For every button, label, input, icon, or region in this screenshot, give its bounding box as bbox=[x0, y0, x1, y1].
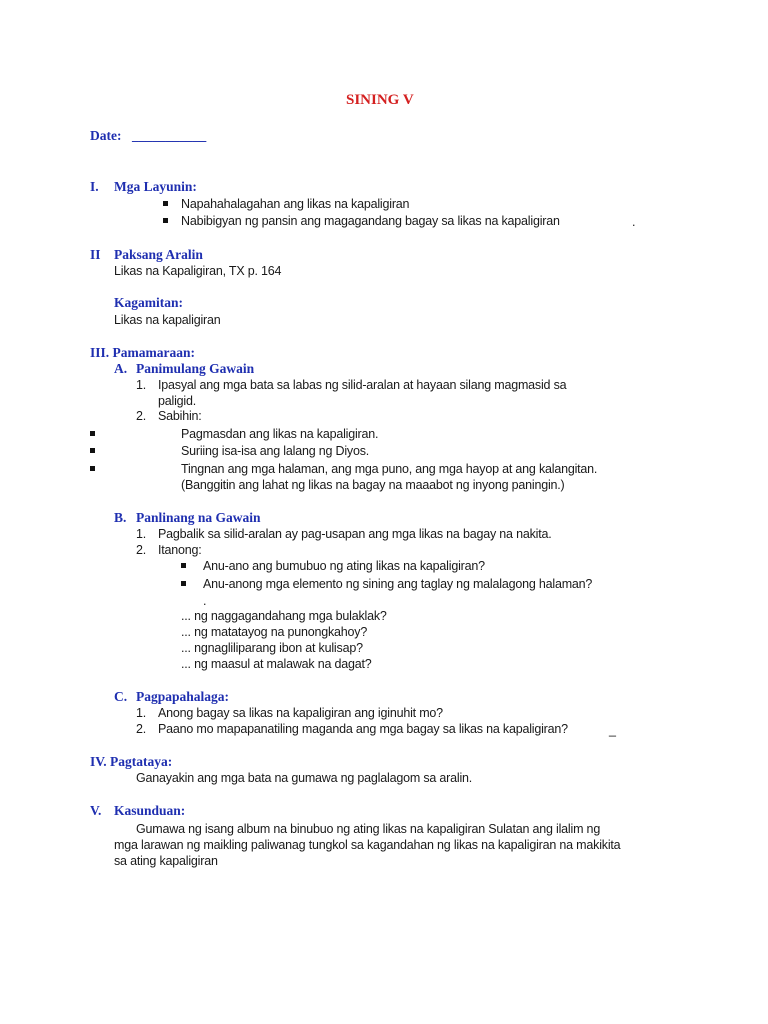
question-number: 1. bbox=[136, 706, 147, 720]
step-text: Itanong: bbox=[158, 543, 202, 557]
instruction-item: Suriing isa-isa ang lalang ng Diyos. bbox=[181, 444, 370, 458]
bullet-icon bbox=[90, 466, 95, 471]
instruction-item: Pagmasdan ang likas na kapaligiran. bbox=[181, 427, 379, 441]
bullet-icon bbox=[90, 448, 95, 453]
subsection-c-heading: Pagpapahalaga: bbox=[136, 689, 230, 704]
date-label: Date: bbox=[90, 128, 122, 143]
topic-text: Likas na Kapaligiran, TX p. 164 bbox=[114, 264, 282, 278]
bullet-icon bbox=[163, 218, 168, 223]
bullet-icon bbox=[163, 201, 168, 206]
assignment-line: Gumawa ng isang album na binubuo ng ating likas na kapaligiran Sulatan ang ilalim ng bbox=[136, 822, 601, 836]
kagamitan-heading: Kagamitan: bbox=[114, 295, 183, 310]
bullet-icon bbox=[90, 431, 95, 436]
section-2-heading: Paksang Aralin bbox=[114, 247, 203, 262]
subsection-a-heading: Panimulang Gawain bbox=[136, 361, 255, 376]
step-number: 2. bbox=[136, 543, 147, 557]
step-text: Pagbalik sa silid-aralan ay pag-usapan ang mga likas na bagay na nakita. bbox=[158, 527, 552, 541]
assignment-line: mga larawan ng maikling paliwanag tungkol sa kagandahan ng likas na kapaligiran na makikita bbox=[114, 838, 621, 852]
step-text: Sabihin: bbox=[158, 409, 202, 423]
instruction-item: Tingnan ang mga halaman, ang mga puno, ang mga hayop at ang kalangitan. bbox=[181, 462, 598, 476]
objective-item: Napahahalagahan ang likas na kapaligiran bbox=[181, 197, 410, 211]
subsection-b-heading: Panlinang na Gawain bbox=[136, 510, 261, 525]
date-blank: ___________ bbox=[132, 128, 207, 143]
assessment-text: Ganayakin ang mga bata na gumawa ng paglalagom sa aralin. bbox=[136, 771, 473, 785]
instruction-note: (Banggitin ang lahat ng likas na bagay na maaabot ng inyong paningin.) bbox=[181, 478, 565, 492]
question-text: Anong bagay sa likas na kapaligiran ang iginuhit mo? bbox=[158, 706, 443, 720]
stray-mark: _ bbox=[609, 723, 616, 737]
subsection-b-letter: B. bbox=[114, 510, 127, 525]
step-number: 1. bbox=[136, 527, 147, 541]
step-text-continued: paligid. bbox=[158, 394, 197, 408]
kagamitan-text: Likas na kapaligiran bbox=[114, 313, 221, 327]
question-text: Paano mo mapapanatiling maganda ang mga bagay sa likas na kapaligiran? bbox=[158, 722, 568, 736]
step-text: Ipasyal ang mga bata sa labas ng silid-aralan at hayaan silang magmasid sa bbox=[158, 378, 567, 392]
question-item: Anu-anong mga elemento ng sining ang taglay ng malalagong halaman? bbox=[203, 577, 593, 591]
section-1-number: I. bbox=[90, 179, 99, 194]
ellipsis-question: ... ng maasul at malawak na dagat? bbox=[181, 657, 372, 671]
section-5-heading: Kasunduan: bbox=[114, 803, 186, 818]
bullet-icon bbox=[181, 581, 186, 586]
question-number: 2. bbox=[136, 722, 147, 736]
objective-item: Nabibigyan ng pansin ang magagandang bagay sa likas na kapaligiran bbox=[181, 214, 560, 228]
section-1-heading: Mga Layunin: bbox=[114, 179, 197, 194]
subsection-c-letter: C. bbox=[114, 689, 128, 704]
section-4-heading: IV. Pagtataya: bbox=[90, 754, 173, 769]
section-3-heading: III. Pamamaraan: bbox=[90, 345, 195, 360]
stray-period: . bbox=[632, 215, 636, 229]
subsection-a-letter: A. bbox=[114, 361, 128, 376]
ellipsis-question: ... ngnagliliparang ibon at kulisap? bbox=[181, 641, 363, 655]
section-5-number: V. bbox=[90, 803, 102, 818]
step-number: 2. bbox=[136, 409, 147, 423]
ellipsis-question: ... ng matatayog na punongkahoy? bbox=[181, 625, 368, 639]
bullet-icon bbox=[181, 563, 186, 568]
stray-dot: . bbox=[203, 594, 207, 608]
assignment-line: sa ating kapaligiran bbox=[114, 854, 218, 868]
question-item: Anu-ano ang bumubuo ng ating likas na kapaligiran? bbox=[203, 559, 485, 573]
section-2-number: II bbox=[90, 247, 101, 262]
step-number: 1. bbox=[136, 378, 147, 392]
document-title: SINING V bbox=[346, 92, 414, 108]
ellipsis-question: ... ng naggagandahang mga bulaklak? bbox=[181, 609, 387, 623]
